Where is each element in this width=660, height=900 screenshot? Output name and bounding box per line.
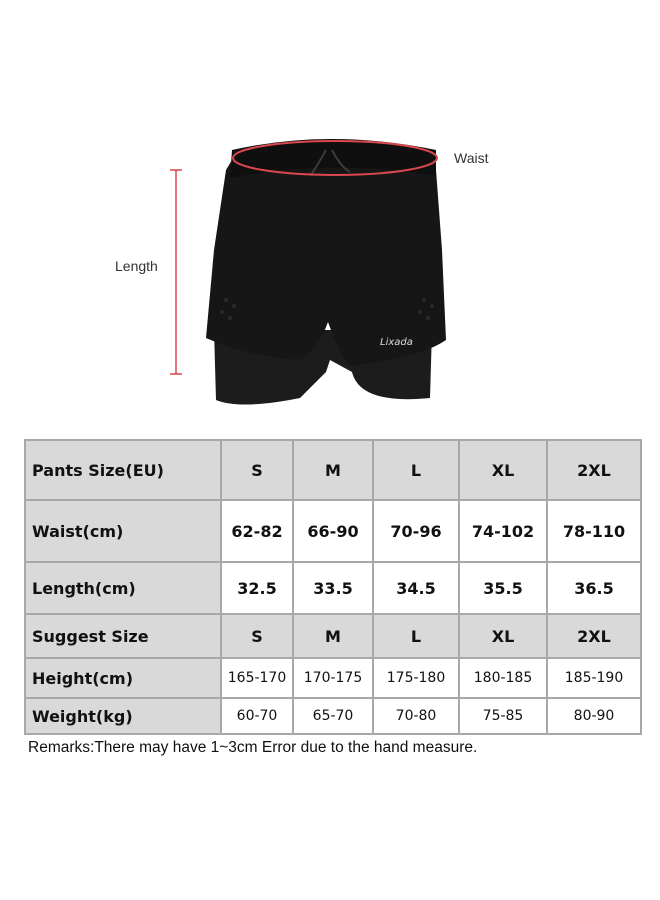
row-label: Suggest Size [25,614,221,658]
table-cell: 185-190 [547,658,641,698]
table-cell: 78-110 [547,500,641,562]
table-cell: 32.5 [221,562,293,614]
table-cell: 75-85 [459,698,547,734]
row-label: Weight(kg) [25,698,221,734]
remarks-text: Remarks:There may have 1~3cm Error due to the hand measure. [28,739,478,756]
table-cell: 70-96 [373,500,459,562]
size-cell: L [373,440,459,500]
table-cell: 34.5 [373,562,459,614]
table-cell: 74-102 [459,500,547,562]
table-cell: 165-170 [221,658,293,698]
size-cell: S [221,440,293,500]
table-cell: 66-90 [293,500,373,562]
size-cell: M [293,440,373,500]
table-cell: 70-80 [373,698,459,734]
table-cell: 60-70 [221,698,293,734]
product-figure [0,0,660,420]
size-cell: 2XL [547,614,641,658]
size-cell: M [293,614,373,658]
waist-label: Waist [454,150,489,166]
table-cell: 175-180 [373,658,459,698]
table-cell: 36.5 [547,562,641,614]
shorts-illustration [0,0,660,420]
size-cell: L [373,614,459,658]
size-cell: XL [459,440,547,500]
table-cell: 62-82 [221,500,293,562]
length-measure-line [170,170,182,374]
size-cell: S [221,614,293,658]
table-row-waist [25,500,641,562]
row-label: Waist(cm) [25,500,221,562]
table-cell: 170-175 [293,658,373,698]
row-label: Pants Size(EU) [25,440,221,500]
table-row-suggest-size [25,614,641,658]
row-label: Height(cm) [25,658,221,698]
size-cell: XL [459,614,547,658]
length-label: Length [115,258,158,274]
table-row-weight [25,698,641,734]
table-row-height [25,658,641,698]
table-cell: 35.5 [459,562,547,614]
size-cell: 2XL [547,440,641,500]
row-label: Length(cm) [25,562,221,614]
table-row-pants-size [25,440,641,500]
table-row-length [25,562,641,614]
brand-logo: Lixada [380,337,413,348]
table-cell: 33.5 [293,562,373,614]
table-cell: 80-90 [547,698,641,734]
table-cell: 180-185 [459,658,547,698]
size-chart-table [24,439,642,735]
table-cell: 65-70 [293,698,373,734]
